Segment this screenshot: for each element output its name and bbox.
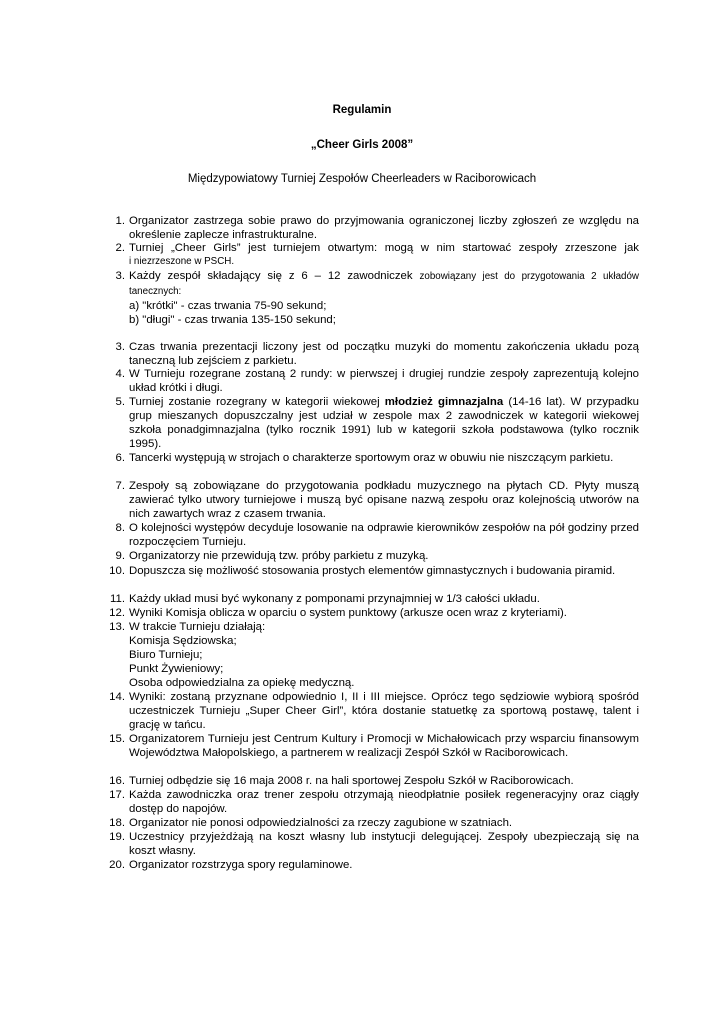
rule-text: Uczestnicy przyjeżdżają na koszt własny lub instytucji delegującej. Zespoły ubezpieczają się na koszt własny. [129, 831, 639, 857]
rule-text: Zespoły są zobowiązane do przygotowania podkładu muzycznego na płytach CD. Płyty muszą zawierać tylko utwory turniejowe i muszą być opisane nazwą zespołu oraz kolejnością utworów na nich zawartych wraz z czasem trwania. [129, 480, 639, 520]
rule-text: Czas trwania prezentacji liczony jest od początku muzyki do momentu zakończenia układu pozą taneczną lub zejściem z parkietu. [129, 341, 639, 367]
rule-item [103, 564, 639, 578]
rule-subitem: a) "krótki" - czas trwania 75-90 sekund; [129, 300, 327, 312]
rule-text: Turniej odbędzie się 16 maja 2008 r. na hali sportowej Zespołu Szkół w Raciborowicach. [129, 775, 574, 787]
rule-item [103, 830, 639, 858]
rule-item [103, 241, 639, 269]
rule-text: Wyniki Komisja oblicza w oparciu o system punktowy (arkusze ocen wraz z kryteriami). [129, 607, 567, 619]
rule-item [103, 592, 639, 606]
rule-subline: Biuro Turnieju; [129, 649, 203, 661]
rule-text: W Turnieju rozegrane zostaną 2 rundy: w pierwszej i drugiej rundzie zespoły zaprezentują kolejno układ krótki i długi. [129, 368, 639, 394]
rule-text [129, 620, 639, 690]
rule-item [103, 788, 639, 816]
rule-number: 6. [115, 452, 125, 464]
rule-number: 3. [115, 341, 125, 353]
rule-number: 13. [109, 621, 125, 633]
rule-text: Organizator zastrzega sobie prawo do przyjmowania ograniczonej liczby zgłoszeń ze względu na określenie zaplecze infrastrukturalne. [129, 215, 639, 241]
rule-item [103, 549, 639, 563]
rule-text: Każda zawodniczka oraz trener zespołu otrzymają nieodpłatnie posiłek regeneracyjny oraz ciągły dostęp do napojów. [129, 789, 639, 815]
rule-item [103, 606, 639, 620]
rule-number: 14. [109, 691, 125, 703]
rule-text-bold: młodzież gimnazjalna [384, 396, 504, 408]
rule-text [129, 269, 639, 327]
rule-text: Każdy układ musi być wykonany z pomponami przynajmniej w 1/3 całości układu. [129, 593, 540, 605]
rule-item [103, 732, 639, 760]
rule-number: 2. [115, 242, 125, 254]
rule-number: 1. [115, 215, 125, 227]
rule-text-main: Każdy zespół składający się z 6 – 12 zawodniczek [129, 270, 413, 282]
rule-item [103, 521, 639, 549]
rule-text: O kolejności występów decyduje losowanie na odprawie kierowników zespołów na pół godziny przed rozpoczęciem Turnieju. [129, 522, 639, 548]
rule-item [103, 269, 639, 327]
document-title: Regulamin [332, 104, 392, 116]
rule-text [129, 241, 639, 269]
rule-text: Tancerki występują w strojach o charakterze sportowym oraz w obuwiu nie niszczącym parkietu. [129, 452, 614, 464]
rule-number: 10. [109, 565, 125, 577]
rule-subline: Komisja Sędziowska; [129, 635, 237, 647]
rule-number: 20. [109, 859, 125, 871]
document-subtitle: Międzypowiatowy Turniej Zespołów Cheerleaders w Raciborowicach [187, 173, 537, 185]
rule-item [103, 214, 639, 242]
rule-subline: Osoba odpowiedzialna za opiekę medyczną. [129, 677, 355, 689]
rule-item [103, 858, 639, 872]
rule-text: Organizatorzy nie przewidują tzw. próby parkietu z muzyką. [129, 550, 429, 562]
rule-text-small: zobowiązany jest do przygotowania 2 układów tanecznych: [129, 271, 639, 297]
rule-item [103, 479, 639, 521]
rule-number: 19. [109, 831, 125, 843]
rule-item [103, 816, 639, 830]
rule-number: 18. [109, 817, 125, 829]
event-name: „Cheer Girls 2008” [310, 139, 414, 151]
rule-number: 15. [109, 733, 125, 745]
rule-text-part: Turniej zostanie rozegrany w kategorii wiekowej [129, 396, 380, 408]
rule-text-main: W trakcie Turnieju działają: [129, 621, 266, 633]
rule-text [129, 395, 639, 451]
rule-text-line: i niezrzeszone w PSCH. [129, 256, 235, 267]
rule-subitem: b) "długi" - czas trwania 135-150 sekund; [129, 314, 336, 326]
rule-number: 9. [115, 550, 125, 562]
rule-number: 11. [110, 593, 125, 605]
rule-text-part: (14-16 lat). W przypadku grup mieszanych dopuszczalny jest udział w zespole max 2 zawodniczek w kategorii wiekowej szkoła ponadgimnazjalna (tylko rocznik 1991) lub w kategorii szkoła podstawowa (tylko rocznik 1995). [129, 396, 639, 450]
rule-text: Wyniki: zostaną przyznane odpowiednio I, II i III miejsce. Oprócz tego sędziowie wybiorą spośród uczestniczek Turnieju „Super Cheer Girl”, która dostanie statuetkę za sportową postawę, talent i grację w tańcu. [129, 691, 639, 731]
rule-text: Organizator rozstrzyga spory regulaminowe. [129, 859, 353, 871]
rule-text: Organizatorem Turnieju jest Centrum Kultury i Promocji w Michałowicach przy wsparciu finansowym Województwa Małopolskiego, a partnerem w realizacji Zespół Szkół w Raciborowicach. [129, 733, 639, 759]
rule-number: 16. [109, 775, 125, 787]
rule-number: 5. [115, 396, 125, 408]
rule-item [103, 774, 639, 788]
rule-item [103, 690, 639, 732]
rule-item [103, 395, 639, 451]
rule-text: Dopuszcza się możliwość stosowania prostych elementów gimnastycznych i budowania piramid. [129, 565, 616, 577]
rule-text: Organizator nie ponosi odpowiedzialności za rzeczy zagubione w szatniach. [129, 817, 513, 829]
rule-text-line: Turniej „Cheer Girls” jest turniejem otwartym: mogą w nim startować zespoły zrzeszone jak [129, 242, 639, 254]
rule-number: 4. [115, 368, 125, 380]
rule-number: 12. [109, 607, 125, 619]
rule-item [103, 367, 639, 395]
rule-item [103, 340, 639, 368]
rule-number: 7. [115, 480, 125, 492]
rule-number: 17. [109, 789, 125, 801]
rule-subline: Punkt Żywieniowy; [129, 663, 224, 675]
rule-item [103, 451, 639, 465]
rule-number: 3. [115, 270, 125, 282]
rule-item [103, 620, 639, 690]
rule-number: 8. [115, 522, 125, 534]
